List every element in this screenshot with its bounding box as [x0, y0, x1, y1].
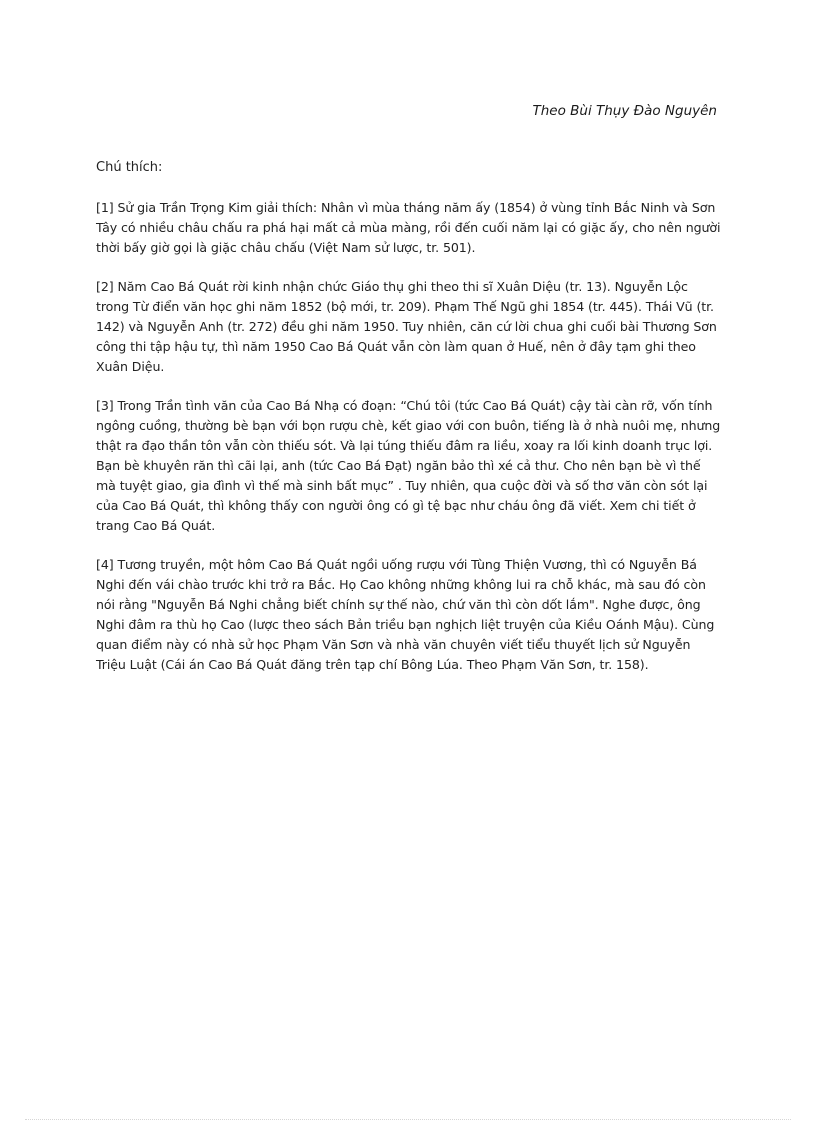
footnote-1: [1] Sử gia Trần Trọng Kim giải thích: Nhân vì mùa tháng năm ấy (1854) ở vùng tỉnh Bắc Ninh và Sơn Tây có nhiều châu chấu ra phá hại mất cả mùa màng, rồi đến cuối năm lại có giặc ấy, cho nên người thời bấy giờ gọi là giặc châu chấu (Việt Nam sử lược, tr. 501). [96, 200, 721, 255]
attribution-line: Theo Bùi Thụy Đào Nguyên [532, 103, 717, 119]
notes-heading: Chú thích: [96, 160, 163, 175]
footnote-3: [3] Trong Trần tình văn của Cao Bá Nhạ có đoạn: “Chú tôi (tức Cao Bá Quát) cậy tài càn rỡ, vốn tính ngông cuồng, thường bè bạn với bọn rượu chè, kết giao với con buôn, tiếng là ở nhà nuôi mẹ, nhưng thật ra đạo thần tôn vẫn còn thiếu sót. Và lại túng thiếu đâm ra liều, xoay ra lối kinh doanh trục lợi. Bạn bè khuyên răn thì cãi lại, anh (tức Cao Bá Đạt) ngăn bảo thì xé cả thư. Cho nên bạn bè vì thế mà tuyệt giao, gia đình vì thế mà sinh bất mục” . Tuy nhiên, qua cuộc đời và số thơ văn còn sót lại của Cao Bá Quát, thì không thấy con người ông có gì tệ bạc như cháu ông đã viết. Xem chi tiết ở trang Cao Bá Quát. [96, 398, 721, 533]
footnote-4: [4] Tương truyền, một hôm Cao Bá Quát ngồi uống rượu với Tùng Thiện Vương, thì có Nguyễn Bá Nghi đến vái chào trước khi trở ra Bắc. Họ Cao không những không lui ra chỗ khác, mà sau đó còn nói rằng "Nguyễn Bá Nghi chẳng biết chính sự thế nào, chứ văn thì còn dốt lắm". Nghe được, ông Nghi đâm ra thù họ Cao (lược theo sách Bản triều bạn nghịch liệt truyện của Kiều Oánh Mậu). Cùng quan điểm này có nhà sử học Phạm Văn Sơn và nhà văn chuyên viết tiểu thuyết lịch sử Nguyễn Triệu Luật (Cái án Cao Bá Quát đăng trên tạp chí Bông Lúa. Theo Phạm Văn Sơn, tr. 158). [96, 557, 715, 672]
page-bottom-divider [25, 1119, 791, 1120]
footnote-2: [2] Năm Cao Bá Quát rời kinh nhận chức Giáo thụ ghi theo thi sĩ Xuân Diệu (tr. 13). Nguyễn Lộc trong Từ điển văn học ghi năm 1852 (bộ mới, tr. 209). Phạm Thế Ngũ ghi 1854 (tr. 445). Thái Vũ (tr. 142) và Nguyễn Anh (tr. 272) đều ghi năm 1950. Tuy nhiên, căn cứ lời chua ghi cuối bài Thương Sơn công thi tập hậu tự, thì năm 1950 Cao Bá Quát vẫn còn làm quan ở Huế, nên ở đây tạm ghi theo Xuân Diệu. [96, 279, 717, 374]
